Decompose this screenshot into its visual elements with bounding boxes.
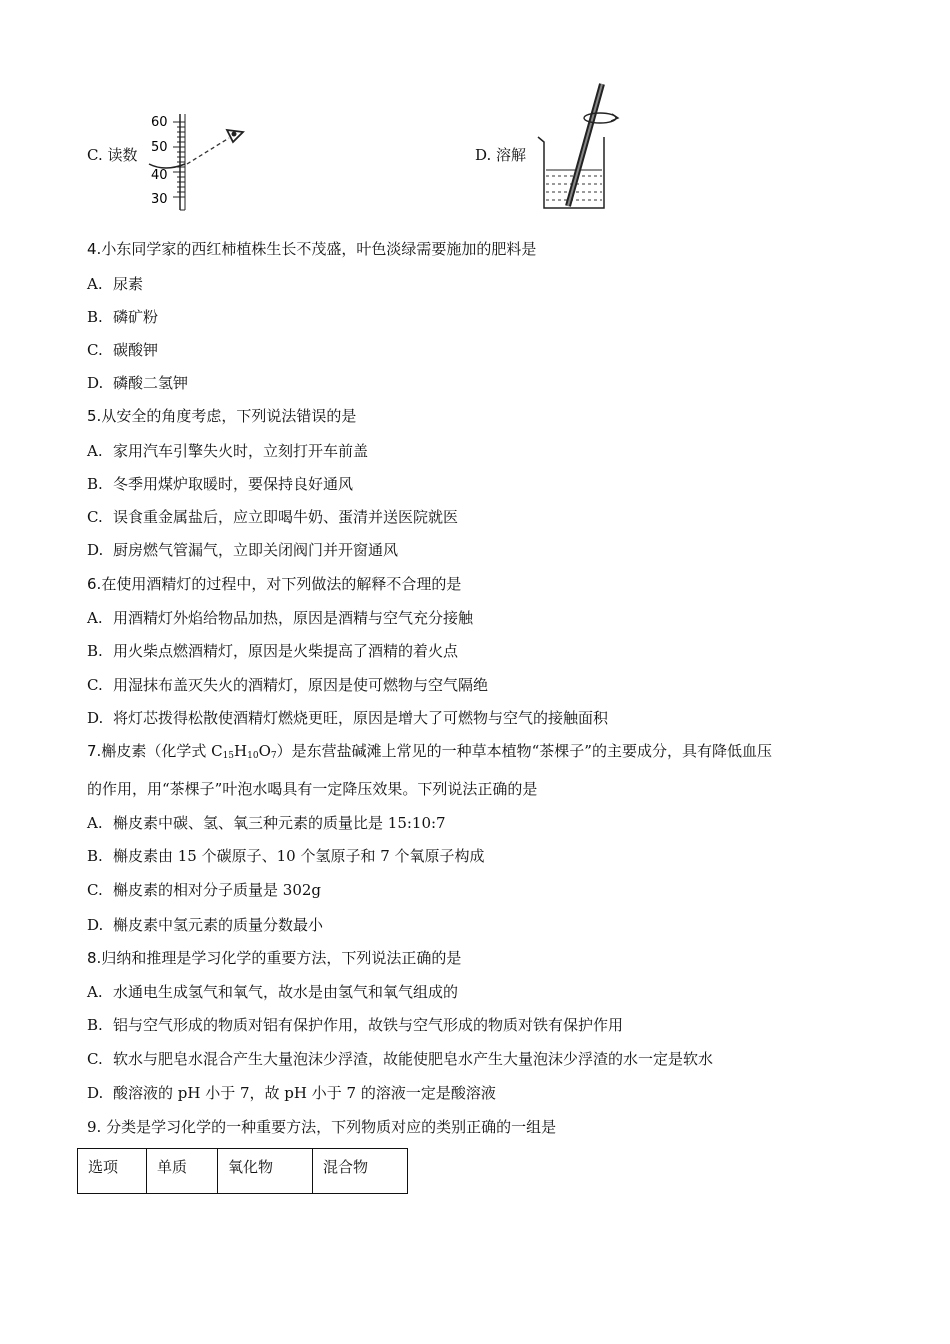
question-4-stem: 4.小东同学家的西红柿植株生长不茂盛，叶色淡绿需要施加的肥料是 (87, 240, 537, 258)
eye-icon (227, 130, 243, 142)
question-6-option-a[interactable]: A. 用酒精灯外焰给物品加热，原因是酒精与空气充分接触 (87, 609, 474, 627)
table-header-cell: 单质 (147, 1149, 218, 1194)
question-7-option-c[interactable]: C. 槲皮素的相对分子质量是 302g (87, 881, 322, 899)
question-6-option-b[interactable]: B. 用火柴点燃酒精灯，原因是火柴提高了酒精的着火点 (87, 642, 459, 660)
cylinder-tick-50: 50 (151, 140, 168, 155)
table-header-cell: 氧化物 (218, 1149, 313, 1194)
question-5-option-c[interactable]: C. 误食重金属盐后，应立即喝牛奶、蛋清并送医院就医 (87, 508, 459, 526)
question-6-option-d[interactable]: D. 将灯芯拨得松散使酒精灯燃烧更旺，原因是增大了可燃物与空气的接触面积 (87, 709, 609, 727)
question-7-option-a[interactable]: A. 槲皮素中碳、氢、氧三种元素的质量比是 15:10:7 (87, 814, 446, 832)
question-8-stem: 8.归纳和推理是学习化学的重要方法，下列说法正确的是 (87, 949, 462, 967)
table-header-cell: 选项 (78, 1149, 147, 1194)
question-5-option-a[interactable]: A. 家用汽车引擎失火时，立刻打开车前盖 (87, 442, 369, 460)
question-7-option-b[interactable]: B. 槲皮素由 15 个碳原子、10 个氢原子和 7 个氧原子构成 (87, 847, 485, 865)
question-8-option-d[interactable]: D. 酸溶液的 pH 小于 7，故 pH 小于 7 的溶液一定是酸溶液 (87, 1084, 496, 1102)
question-8-option-b[interactable]: B. 铝与空气形成的物质对铝有保护作用，故铁与空气形成的物质对铁有保护作用 (87, 1016, 624, 1034)
question-7-stem: 7.槲皮素（化学式 $C_{15}H_{10}O_7$）是东营盐碱滩上常见的一种草本植物“茶棵子”的主要成分，具有降低血压 (87, 742, 772, 761)
cylinder-tick-30: 30 (151, 192, 168, 207)
table-header-cell: 混合物 (313, 1149, 408, 1194)
question-5-option-b[interactable]: B. 冬季用煤炉取暖时，要保持良好通风 (87, 475, 354, 493)
table-header-row (78, 1149, 408, 1194)
question-4-option-c[interactable]: C. 碳酸钾 (87, 341, 159, 359)
question-8-option-c[interactable]: C. 软水与肥皂水混合产生大量泡沫少浮渣，故能使肥皂水产生大量泡沫少浮渣的水一定是软水 (87, 1050, 714, 1068)
figure-d-label: D. 溶解 (475, 146, 527, 164)
classification-table (77, 1148, 408, 1194)
question-7-stem-line2: 的作用，用“茶棵子”叶泡水喝具有一定降压效果。下列说法正确的是 (87, 780, 538, 798)
beaker-stirring-figure (532, 80, 632, 215)
figure-c-label: C. 读数 (87, 146, 138, 164)
question-4-option-a[interactable]: A. 尿素 (87, 275, 144, 293)
question-5-option-d[interactable]: D. 厨房燃气管漏气，立即关闭阀门并开窗通风 (87, 541, 399, 559)
question-8-option-a[interactable]: A. 水通电生成氢气和氧气，故水是由氢气和氧气组成的 (87, 983, 459, 1001)
graduated-cylinder-figure (145, 106, 265, 216)
question-6-option-c[interactable]: C. 用湿抹布盖灭失火的酒精灯，原因是使可燃物与空气隔绝 (87, 676, 489, 694)
question-4-option-d[interactable]: D. 磷酸二氢钾 (87, 374, 189, 392)
question-5-stem: 5.从安全的角度考虑，下列说法错误的是 (87, 407, 357, 425)
question-9-stem: 9. 分类是学习化学的一种重要方法，下列物质对应的类别正确的一组是 (87, 1118, 557, 1136)
question-6-stem: 6.在使用酒精灯的过程中，对下列做法的解释不合理的是 (87, 575, 462, 593)
question-7-option-d[interactable]: D. 槲皮素中氢元素的质量分数最小 (87, 916, 324, 934)
cylinder-tick-40: 40 (151, 168, 168, 183)
cylinder-tick-60: 60 (151, 115, 168, 130)
question-4-option-b[interactable]: B. 磷矿粉 (87, 308, 159, 326)
